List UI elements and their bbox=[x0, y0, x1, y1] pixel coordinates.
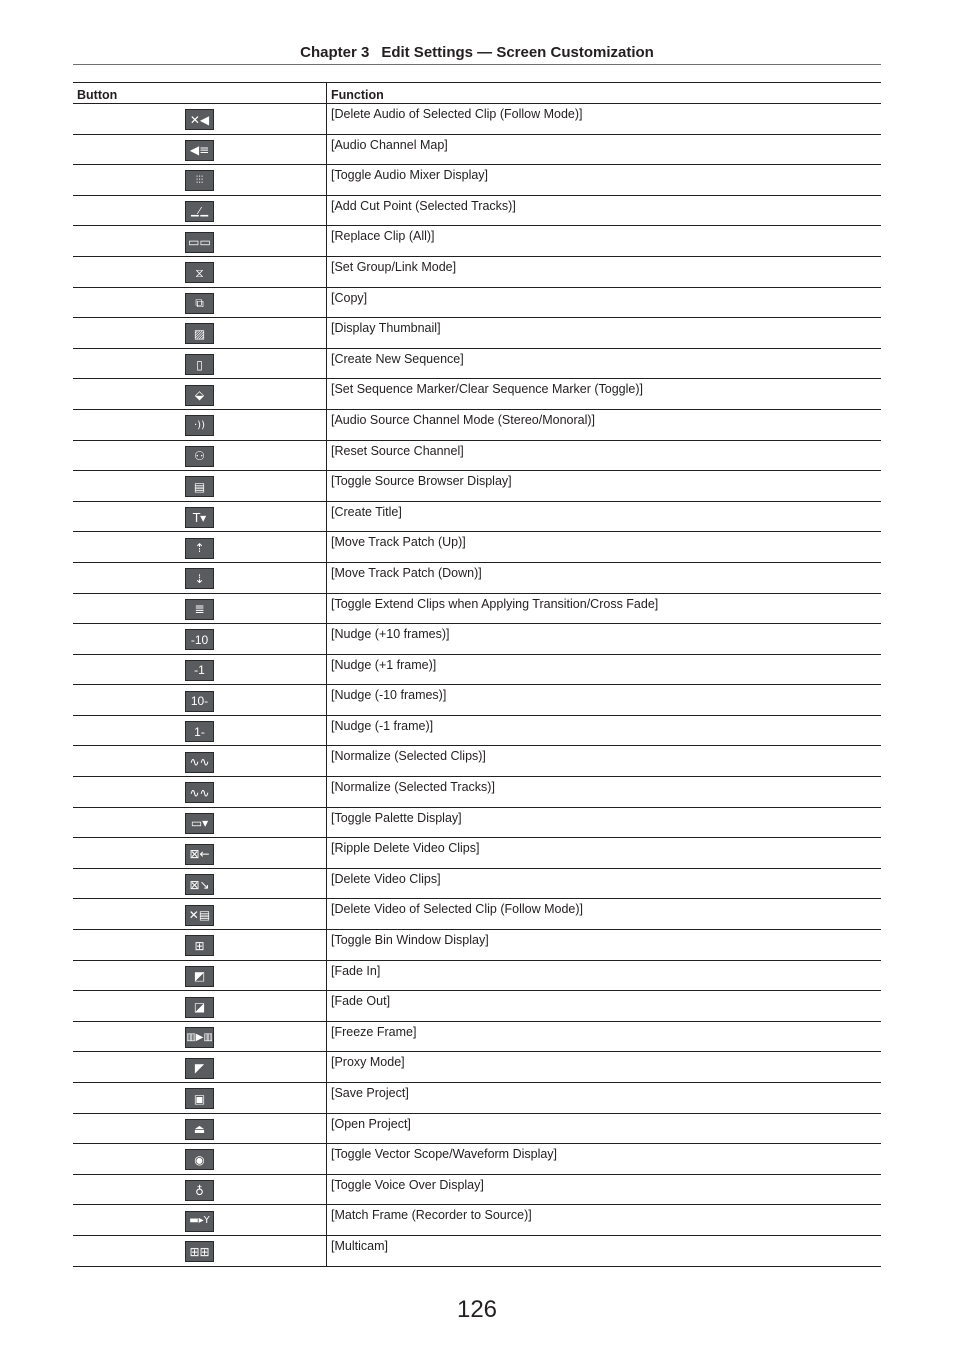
button-cell bbox=[73, 256, 327, 287]
header-rule bbox=[73, 64, 881, 65]
reset-source-channel-icon: ⚇ bbox=[185, 446, 214, 467]
function-cell: [Add Cut Point (Selected Tracks)] bbox=[327, 195, 882, 226]
table-row bbox=[73, 409, 881, 440]
button-function-table bbox=[73, 82, 881, 1267]
stereo-monoral-icon: ·)) bbox=[185, 415, 214, 436]
fade-out-icon: ◪ bbox=[185, 997, 214, 1018]
table-row bbox=[73, 471, 881, 502]
table-row bbox=[73, 318, 881, 349]
bin-window-icon: ⊞ bbox=[185, 935, 214, 956]
track-patch-up-icon: ⇡ bbox=[185, 538, 214, 559]
function-cell: [Replace Clip (All)] bbox=[327, 226, 882, 257]
button-cell bbox=[73, 868, 327, 899]
table-row bbox=[73, 226, 881, 257]
function-cell: [Fade In] bbox=[327, 960, 882, 991]
table-row bbox=[73, 379, 881, 410]
replace-clip-icon: ▭▭ bbox=[185, 232, 214, 253]
table-row bbox=[73, 1205, 881, 1236]
table-row bbox=[73, 256, 881, 287]
function-cell: [Move Track Patch (Up)] bbox=[327, 532, 882, 563]
button-cell bbox=[73, 501, 327, 532]
button-cell bbox=[73, 624, 327, 655]
table-row bbox=[73, 624, 881, 655]
table-row bbox=[73, 838, 881, 869]
nudge-minus10-icon: 10- bbox=[185, 691, 214, 712]
button-cell bbox=[73, 379, 327, 410]
button-cell bbox=[73, 777, 327, 808]
button-cell bbox=[73, 930, 327, 961]
nudge-minus1-icon: 1- bbox=[185, 721, 214, 742]
display-thumbnail-icon: ▨ bbox=[185, 323, 214, 344]
function-cell: [Toggle Extend Clips when Applying Transition/Cross Fade] bbox=[327, 593, 882, 624]
function-cell: [Multicam] bbox=[327, 1235, 882, 1266]
copy-icon: ⧉ bbox=[185, 293, 214, 314]
function-cell: [Create New Sequence] bbox=[327, 348, 882, 379]
function-cell: [Reset Source Channel] bbox=[327, 440, 882, 471]
table-row bbox=[73, 1052, 881, 1083]
button-cell bbox=[73, 1052, 327, 1083]
button-cell bbox=[73, 715, 327, 746]
button-cell bbox=[73, 287, 327, 318]
sequence-marker-icon: ⬙ bbox=[185, 385, 214, 406]
button-cell bbox=[73, 1174, 327, 1205]
function-cell: [Open Project] bbox=[327, 1113, 882, 1144]
function-cell: [Delete Video Clips] bbox=[327, 868, 882, 899]
button-cell bbox=[73, 104, 327, 135]
table-row bbox=[73, 287, 881, 318]
table-row bbox=[73, 654, 881, 685]
table-row bbox=[73, 899, 881, 930]
function-cell: [Normalize (Selected Tracks)] bbox=[327, 777, 882, 808]
button-cell bbox=[73, 1083, 327, 1114]
button-cell bbox=[73, 1021, 327, 1052]
multicam-icon: ⊞⊞ bbox=[185, 1241, 214, 1262]
table-row bbox=[73, 165, 881, 196]
function-cell: [Delete Video of Selected Clip (Follow Mode)] bbox=[327, 899, 882, 930]
button-cell bbox=[73, 593, 327, 624]
match-frame-icon: ▬▸Y bbox=[185, 1211, 214, 1232]
button-cell bbox=[73, 654, 327, 685]
function-cell: [Toggle Source Browser Display] bbox=[327, 471, 882, 502]
delete-audio-follow-icon: ✕◀ bbox=[185, 109, 214, 130]
nudge-plus10-icon: -10 bbox=[185, 629, 214, 650]
open-project-icon: ⏏ bbox=[185, 1119, 214, 1140]
function-cell: [Move Track Patch (Down)] bbox=[327, 562, 882, 593]
button-cell bbox=[73, 746, 327, 777]
table-row bbox=[73, 960, 881, 991]
function-cell: [Nudge (+10 frames)] bbox=[327, 624, 882, 655]
button-cell bbox=[73, 1205, 327, 1236]
freeze-frame-icon: ▥▶▥ bbox=[185, 1027, 214, 1048]
function-cell: [Ripple Delete Video Clips] bbox=[327, 838, 882, 869]
button-cell bbox=[73, 134, 327, 165]
audio-channel-map-icon: ◀≡ bbox=[185, 140, 214, 161]
source-browser-icon: ▤ bbox=[185, 476, 214, 497]
function-cell: [Match Frame (Recorder to Source)] bbox=[327, 1205, 882, 1236]
normalize-clips-icon: ∿∿ bbox=[185, 752, 214, 773]
function-cell: [Toggle Bin Window Display] bbox=[327, 930, 882, 961]
button-cell bbox=[73, 1113, 327, 1144]
page-header bbox=[73, 44, 881, 61]
new-sequence-icon: ▯ bbox=[185, 354, 214, 375]
function-cell: [Normalize (Selected Clips)] bbox=[327, 746, 882, 777]
table-row bbox=[73, 807, 881, 838]
fade-in-icon: ◩ bbox=[185, 966, 214, 987]
function-cell: [Toggle Voice Over Display] bbox=[327, 1174, 882, 1205]
delete-video-clips-icon: ⊠↘ bbox=[185, 874, 214, 895]
voice-over-icon: ♁ bbox=[185, 1180, 214, 1201]
function-cell: [Fade Out] bbox=[327, 991, 882, 1022]
table-row bbox=[73, 991, 881, 1022]
button-cell bbox=[73, 348, 327, 379]
button-cell bbox=[73, 991, 327, 1022]
function-cell: [Audio Channel Map] bbox=[327, 134, 882, 165]
page-number: 126 bbox=[456, 1296, 498, 1323]
create-title-icon: T▾ bbox=[185, 507, 214, 528]
audio-mixer-icon: ⫶⫶⫶ bbox=[185, 170, 214, 191]
group-link-icon: ⧖ bbox=[185, 262, 214, 283]
function-cell: [Set Sequence Marker/Clear Sequence Marker (Toggle)] bbox=[327, 379, 882, 410]
function-cell: [Nudge (-1 frame)] bbox=[327, 715, 882, 746]
nudge-plus1-icon: -1 bbox=[185, 660, 214, 681]
table-row bbox=[73, 440, 881, 471]
table-row bbox=[73, 501, 881, 532]
table-row bbox=[73, 195, 881, 226]
table-row bbox=[73, 1113, 881, 1144]
table-row bbox=[73, 1235, 881, 1266]
function-cell: [Toggle Audio Mixer Display] bbox=[327, 165, 882, 196]
table-row bbox=[73, 685, 881, 716]
function-cell: [Create Title] bbox=[327, 501, 882, 532]
palette-display-icon: ▭▾ bbox=[185, 813, 214, 834]
table-row bbox=[73, 348, 881, 379]
table-row bbox=[73, 562, 881, 593]
button-cell bbox=[73, 1144, 327, 1175]
button-cell bbox=[73, 1235, 327, 1266]
function-cell: [Copy] bbox=[327, 287, 882, 318]
function-cell: [Audio Source Channel Mode (Stereo/Monoral)] bbox=[327, 409, 882, 440]
chapter-label: Chapter 3 bbox=[300, 44, 370, 61]
table-row bbox=[73, 532, 881, 563]
table-row bbox=[73, 104, 881, 135]
button-cell bbox=[73, 318, 327, 349]
ripple-delete-video-icon: ⊠← bbox=[185, 844, 214, 865]
table-row bbox=[73, 1021, 881, 1052]
function-cell: [Proxy Mode] bbox=[327, 1052, 882, 1083]
table-row bbox=[73, 715, 881, 746]
table-header-row bbox=[73, 83, 881, 104]
track-patch-down-icon: ⇣ bbox=[185, 568, 214, 589]
button-cell bbox=[73, 226, 327, 257]
button-cell bbox=[73, 960, 327, 991]
table-row bbox=[73, 1144, 881, 1175]
chapter-title: Edit Settings — Screen Customization bbox=[381, 44, 654, 61]
button-cell bbox=[73, 807, 327, 838]
add-cut-point-icon: ▁⁄▁ bbox=[185, 201, 214, 222]
function-cell: [Set Group/Link Mode] bbox=[327, 256, 882, 287]
function-cell: [Toggle Vector Scope/Waveform Display] bbox=[327, 1144, 882, 1175]
function-cell: [Freeze Frame] bbox=[327, 1021, 882, 1052]
table-row bbox=[73, 746, 881, 777]
table-row bbox=[73, 930, 881, 961]
button-cell bbox=[73, 562, 327, 593]
table-row bbox=[73, 593, 881, 624]
button-cell bbox=[73, 899, 327, 930]
button-cell bbox=[73, 532, 327, 563]
button-cell bbox=[73, 165, 327, 196]
button-cell bbox=[73, 685, 327, 716]
button-cell bbox=[73, 471, 327, 502]
table-row bbox=[73, 868, 881, 899]
vector-scope-icon: ◉ bbox=[185, 1149, 214, 1170]
function-cell: [Delete Audio of Selected Clip (Follow Mode)] bbox=[327, 104, 882, 135]
table-row bbox=[73, 1083, 881, 1114]
button-cell bbox=[73, 195, 327, 226]
function-cell: [Nudge (+1 frame)] bbox=[327, 654, 882, 685]
column-header-function: Function bbox=[327, 83, 882, 104]
table-row bbox=[73, 134, 881, 165]
extend-clips-icon: ≣ bbox=[185, 599, 214, 620]
function-cell: [Display Thumbnail] bbox=[327, 318, 882, 349]
column-header-button: Button bbox=[73, 83, 327, 104]
save-project-icon: ▣ bbox=[185, 1088, 214, 1109]
table-row bbox=[73, 1174, 881, 1205]
button-cell bbox=[73, 440, 327, 471]
function-cell: [Nudge (-10 frames)] bbox=[327, 685, 882, 716]
button-cell bbox=[73, 409, 327, 440]
button-cell bbox=[73, 838, 327, 869]
function-cell: [Toggle Palette Display] bbox=[327, 807, 882, 838]
delete-video-follow-icon: ✕▤ bbox=[185, 905, 214, 926]
proxy-mode-icon: ◤ bbox=[185, 1058, 214, 1079]
table-row bbox=[73, 777, 881, 808]
function-cell: [Save Project] bbox=[327, 1083, 882, 1114]
normalize-tracks-icon: ∿∿ bbox=[185, 782, 214, 803]
